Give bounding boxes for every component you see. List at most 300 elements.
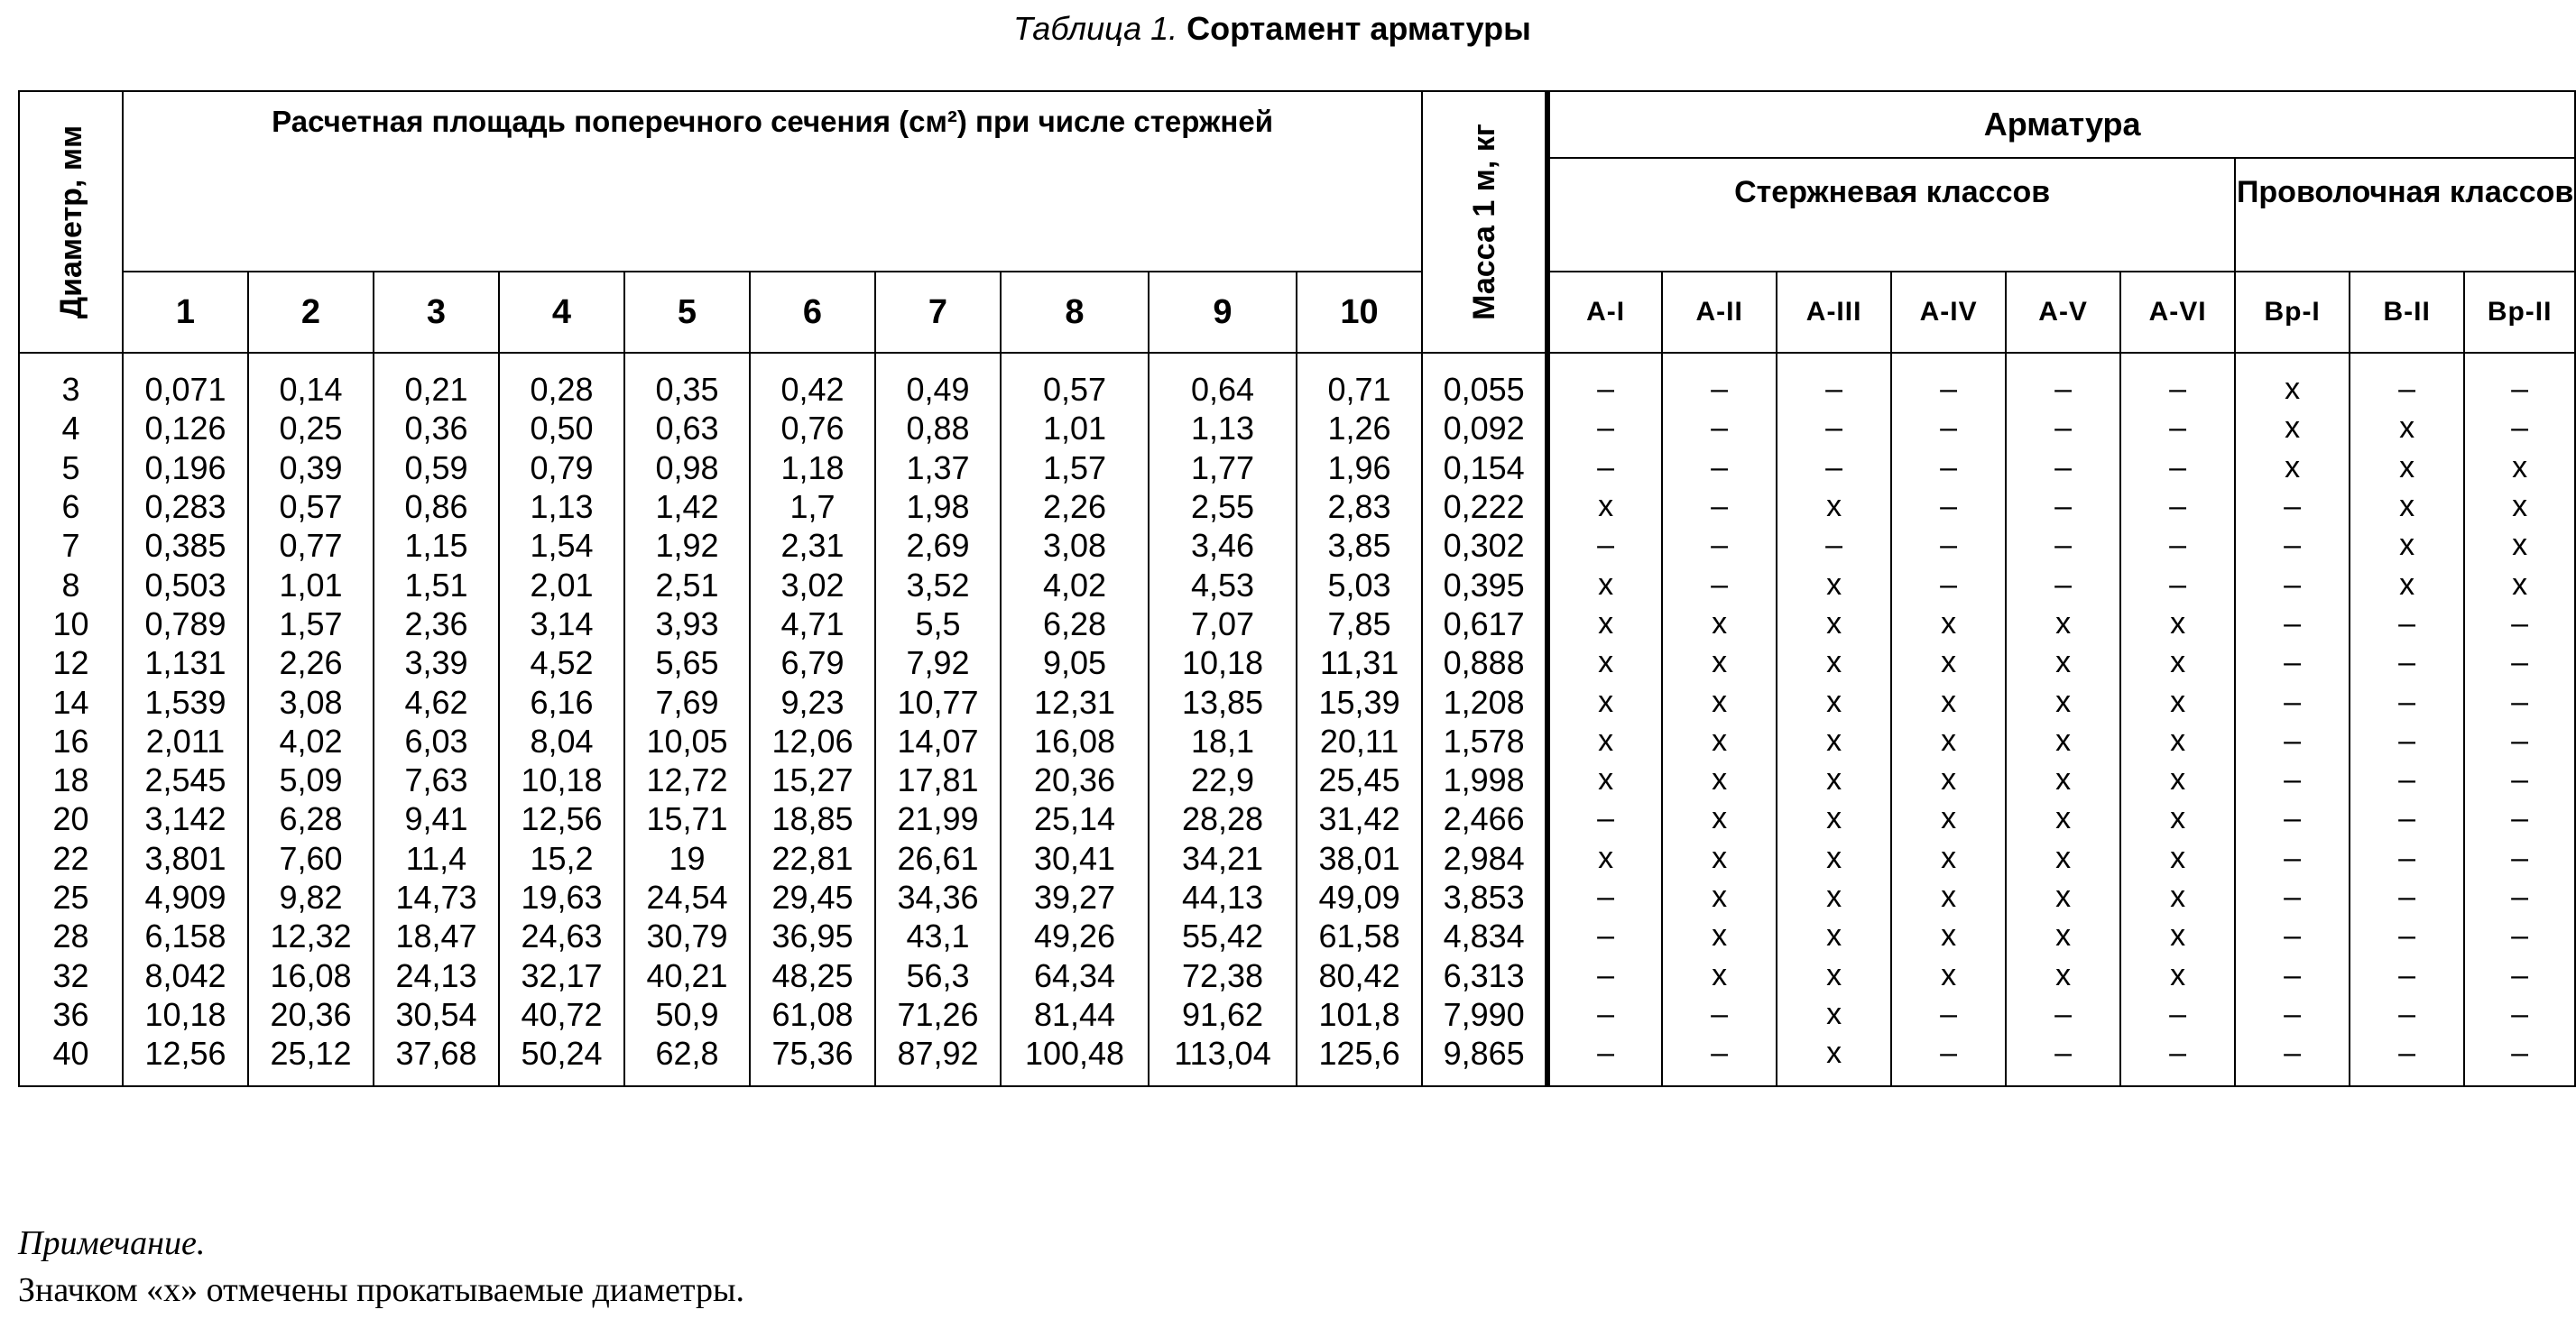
area-cell: 3,02	[750, 565, 875, 604]
mass-cell: 0,055	[1422, 353, 1547, 409]
armature-header: Арматура	[1547, 91, 2575, 158]
wire-class-mark: –	[2464, 878, 2575, 917]
rod-class-mark: x	[1777, 761, 1891, 799]
area-cell: 113,04	[1149, 1034, 1297, 1086]
diameter-cell: 32	[19, 955, 123, 994]
area-cell: 71,26	[875, 995, 1001, 1034]
rod-class-mark: x	[2120, 604, 2235, 643]
rod-class-mark: x	[2120, 839, 2235, 878]
wire-class-mark: –	[2235, 839, 2350, 878]
wire-class-mark: –	[2464, 799, 2575, 838]
rod-class-mark: x	[2006, 722, 2120, 761]
rod-class-mark: x	[1891, 643, 2006, 682]
diameter-cell: 7	[19, 526, 123, 565]
rod-class-mark: –	[1891, 409, 2006, 447]
diameter-cell: 36	[19, 995, 123, 1034]
rod-classes-header: Стержневая классов	[1547, 158, 2235, 272]
rod-class-mark: x	[2120, 643, 2235, 682]
area-cell: 1,37	[875, 448, 1001, 487]
rod-class-mark: x	[2006, 955, 2120, 994]
area-cell: 7,69	[624, 682, 750, 721]
rod-class-mark: x	[2006, 761, 2120, 799]
wire-class-mark: –	[2235, 565, 2350, 604]
rod-class-mark: x	[1891, 955, 2006, 994]
wire-class-mark: –	[2350, 722, 2464, 761]
rod-class-mark: –	[1662, 448, 1777, 487]
wire-class-mark: –	[2464, 604, 2575, 643]
wire-class-mark: –	[2350, 799, 2464, 838]
area-cell: 10,18	[123, 995, 248, 1034]
wire-class-mark: –	[2350, 761, 2464, 799]
table-body	[19, 353, 2575, 1086]
wire-class-mark: x	[2350, 409, 2464, 447]
rod-class-mark: x	[1891, 761, 2006, 799]
area-cell: 101,8	[1297, 995, 1422, 1034]
rod-class-mark: –	[1662, 995, 1777, 1034]
rod-class-header: A-III	[1777, 272, 1891, 353]
area-cell: 0,28	[499, 353, 624, 409]
bar-count-header: 5	[624, 272, 750, 353]
diameter-cell: 28	[19, 917, 123, 955]
rod-class-mark: x	[2120, 917, 2235, 955]
mass-cell: 2,984	[1422, 839, 1547, 878]
wire-class-mark: –	[2235, 526, 2350, 565]
mass-cell: 6,313	[1422, 955, 1547, 994]
area-cell: 38,01	[1297, 839, 1422, 878]
rod-class-mark: x	[2006, 682, 2120, 721]
area-cell: 13,85	[1149, 682, 1297, 721]
area-cell: 6,03	[374, 722, 499, 761]
area-cell: 43,1	[875, 917, 1001, 955]
wire-class-mark: –	[2235, 1034, 2350, 1086]
rod-class-mark: x	[2120, 799, 2235, 838]
area-cell: 1,7	[750, 487, 875, 526]
area-cell: 4,02	[1001, 565, 1149, 604]
mass-cell: 0,222	[1422, 487, 1547, 526]
wire-class-mark: –	[2235, 799, 2350, 838]
rod-class-mark: x	[1547, 761, 1662, 799]
area-cell: 9,41	[374, 799, 499, 838]
mass-cell: 0,302	[1422, 526, 1547, 565]
table-row	[19, 799, 2575, 838]
rod-class-header: A-V	[2006, 272, 2120, 353]
rod-class-mark: –	[1777, 526, 1891, 565]
wire-class-mark: –	[2464, 643, 2575, 682]
rod-class-mark: x	[1547, 565, 1662, 604]
rod-class-mark: x	[2006, 878, 2120, 917]
bar-count-header: 1	[123, 272, 248, 353]
rod-class-mark: x	[1777, 643, 1891, 682]
area-cell: 55,42	[1149, 917, 1297, 955]
rod-class-mark: –	[1891, 353, 2006, 409]
wire-class-mark: x	[2235, 448, 2350, 487]
rod-class-mark: –	[1662, 1034, 1777, 1086]
area-cell: 2,545	[123, 761, 248, 799]
rod-class-mark: x	[1547, 604, 1662, 643]
area-cell: 0,59	[374, 448, 499, 487]
area-cell: 40,21	[624, 955, 750, 994]
area-cell: 15,39	[1297, 682, 1422, 721]
area-cell: 4,71	[750, 604, 875, 643]
area-cell: 39,27	[1001, 878, 1149, 917]
table-row	[19, 682, 2575, 721]
wire-class-mark: –	[2464, 722, 2575, 761]
note-title: Примечание.	[18, 1224, 206, 1262]
rod-class-mark: –	[1777, 448, 1891, 487]
rod-class-mark: –	[2006, 448, 2120, 487]
diameter-cell: 6	[19, 487, 123, 526]
area-cell: 5,09	[248, 761, 374, 799]
area-cell: 25,14	[1001, 799, 1149, 838]
area-cell: 0,79	[499, 448, 624, 487]
rod-class-mark: x	[1662, 917, 1777, 955]
wire-class-mark: x	[2350, 487, 2464, 526]
area-cell: 49,26	[1001, 917, 1149, 955]
wire-class-header: Bp-I	[2235, 272, 2350, 353]
wire-class-mark: –	[2350, 604, 2464, 643]
mass-cell: 1,208	[1422, 682, 1547, 721]
area-cell: 3,08	[1001, 526, 1149, 565]
area-cell: 10,18	[499, 761, 624, 799]
area-cell: 1,13	[1149, 409, 1297, 447]
rod-class-mark: x	[2006, 643, 2120, 682]
rod-class-mark: –	[2006, 995, 2120, 1034]
area-cell: 6,28	[248, 799, 374, 838]
area-cell: 91,62	[1149, 995, 1297, 1034]
table-row	[19, 722, 2575, 761]
area-cell: 8,042	[123, 955, 248, 994]
rod-class-mark: x	[1891, 917, 2006, 955]
area-cell: 3,52	[875, 565, 1001, 604]
area-cell: 0,71	[1297, 353, 1422, 409]
area-cell: 3,39	[374, 643, 499, 682]
area-cell: 37,68	[374, 1034, 499, 1086]
rod-class-mark: –	[1547, 878, 1662, 917]
area-cell: 3,46	[1149, 526, 1297, 565]
table-header	[19, 91, 2575, 353]
area-cell: 50,24	[499, 1034, 624, 1086]
rod-class-mark: –	[1891, 1034, 2006, 1086]
area-cell: 1,54	[499, 526, 624, 565]
rod-class-mark: x	[1777, 1034, 1891, 1086]
rod-class-mark: x	[1662, 878, 1777, 917]
area-cell: 24,13	[374, 955, 499, 994]
mass-cell: 0,092	[1422, 409, 1547, 447]
mass-cell: 9,865	[1422, 1034, 1547, 1086]
mass-header	[1422, 91, 1547, 353]
area-cell: 3,08	[248, 682, 374, 721]
rod-class-mark: x	[2120, 682, 2235, 721]
area-cell: 15,2	[499, 839, 624, 878]
area-cell: 125,6	[1297, 1034, 1422, 1086]
area-cell: 8,04	[499, 722, 624, 761]
area-cell: 64,34	[1001, 955, 1149, 994]
area-cell: 80,42	[1297, 955, 1422, 994]
area-cell: 5,5	[875, 604, 1001, 643]
bar-count-header: 8	[1001, 272, 1149, 353]
diameter-cell: 40	[19, 1034, 123, 1086]
rod-class-mark: x	[1777, 565, 1891, 604]
diameter-cell: 10	[19, 604, 123, 643]
area-cell: 4,62	[374, 682, 499, 721]
rod-class-mark: x	[2120, 722, 2235, 761]
rod-class-mark: x	[1662, 799, 1777, 838]
rod-class-mark: x	[2120, 761, 2235, 799]
area-cell: 11,4	[374, 839, 499, 878]
area-cell: 7,63	[374, 761, 499, 799]
area-cell: 9,05	[1001, 643, 1149, 682]
wire-class-mark: –	[2464, 761, 2575, 799]
mass-header-label: Масса 1 м, кг	[1466, 124, 1501, 320]
area-cell: 16,08	[248, 955, 374, 994]
area-cell: 50,9	[624, 995, 750, 1034]
rod-class-mark: –	[1891, 526, 2006, 565]
rod-class-mark: –	[1891, 995, 2006, 1034]
mass-cell: 0,617	[1422, 604, 1547, 643]
table-row	[19, 761, 2575, 799]
rod-class-mark: x	[1891, 604, 2006, 643]
area-cell: 19,63	[499, 878, 624, 917]
rod-class-mark: x	[1662, 955, 1777, 994]
area-cell: 16,08	[1001, 722, 1149, 761]
area-cell: 4,909	[123, 878, 248, 917]
wire-class-mark: x	[2464, 487, 2575, 526]
area-cell: 9,82	[248, 878, 374, 917]
wire-class-mark: –	[2464, 917, 2575, 955]
area-cell: 0,14	[248, 353, 374, 409]
area-cell: 22,9	[1149, 761, 1297, 799]
mass-cell: 1,578	[1422, 722, 1547, 761]
area-cell: 1,42	[624, 487, 750, 526]
area-cell: 1,92	[624, 526, 750, 565]
mass-cell: 4,834	[1422, 917, 1547, 955]
area-cell: 0,98	[624, 448, 750, 487]
rod-class-mark: –	[2120, 448, 2235, 487]
rod-class-mark: x	[1891, 722, 2006, 761]
area-cell: 30,41	[1001, 839, 1149, 878]
diameter-cell: 20	[19, 799, 123, 838]
wire-class-mark: –	[2350, 353, 2464, 409]
area-cell: 61,08	[750, 995, 875, 1034]
mass-cell: 2,466	[1422, 799, 1547, 838]
rod-class-mark: x	[1777, 955, 1891, 994]
area-cell: 3,14	[499, 604, 624, 643]
area-cell: 0,789	[123, 604, 248, 643]
rod-class-mark: x	[2006, 604, 2120, 643]
note-text: Значком «х» отмечены прокатываемые диаметры.	[18, 1271, 745, 1309]
diameter-cell: 8	[19, 565, 123, 604]
diameter-header	[19, 91, 123, 353]
area-cell: 1,01	[1001, 409, 1149, 447]
area-cell: 20,11	[1297, 722, 1422, 761]
wire-class-mark: –	[2235, 604, 2350, 643]
rod-class-mark: x	[1777, 722, 1891, 761]
bar-count-header: 6	[750, 272, 875, 353]
table-row	[19, 565, 2575, 604]
area-cell: 81,44	[1001, 995, 1149, 1034]
area-cell: 24,54	[624, 878, 750, 917]
rod-class-mark: x	[1547, 487, 1662, 526]
wire-class-header: B-II	[2350, 272, 2464, 353]
mass-cell: 3,853	[1422, 878, 1547, 917]
area-cell: 2,31	[750, 526, 875, 565]
rod-class-mark: x	[1662, 682, 1777, 721]
area-cell: 4,02	[248, 722, 374, 761]
rod-class-mark: –	[2120, 487, 2235, 526]
wire-class-mark: –	[2464, 353, 2575, 409]
rod-class-mark: –	[1547, 448, 1662, 487]
table-row	[19, 448, 2575, 487]
area-cell: 0,35	[624, 353, 750, 409]
wire-class-mark: –	[2350, 1034, 2464, 1086]
rod-class-mark: x	[1662, 643, 1777, 682]
area-cell: 0,071	[123, 353, 248, 409]
wire-class-header: Bp-II	[2464, 272, 2575, 353]
rod-class-mark: –	[2006, 526, 2120, 565]
rod-class-mark: x	[1777, 995, 1891, 1034]
area-cell: 6,79	[750, 643, 875, 682]
area-cell: 6,158	[123, 917, 248, 955]
diameter-cell: 12	[19, 643, 123, 682]
area-cell: 0,196	[123, 448, 248, 487]
rod-class-mark: x	[1547, 722, 1662, 761]
area-cell: 20,36	[1001, 761, 1149, 799]
rod-class-mark: x	[2120, 955, 2235, 994]
area-cell: 1,98	[875, 487, 1001, 526]
area-cell: 61,58	[1297, 917, 1422, 955]
wire-class-mark: –	[2235, 995, 2350, 1034]
area-cell: 2,26	[248, 643, 374, 682]
area-cell: 0,42	[750, 353, 875, 409]
rod-class-mark: –	[1662, 487, 1777, 526]
rod-class-mark: –	[1547, 526, 1662, 565]
rod-class-mark: –	[1777, 353, 1891, 409]
table-row	[19, 878, 2575, 917]
table-caption	[0, 5, 2544, 52]
area-cell: 0,63	[624, 409, 750, 447]
diameter-cell: 22	[19, 839, 123, 878]
area-cell: 0,57	[1001, 353, 1149, 409]
area-cell: 34,36	[875, 878, 1001, 917]
diameter-cell: 5	[19, 448, 123, 487]
area-cell: 0,503	[123, 565, 248, 604]
table-note	[18, 1220, 744, 1314]
area-cell: 12,56	[499, 799, 624, 838]
area-cell: 0,21	[374, 353, 499, 409]
rod-class-mark: x	[1777, 604, 1891, 643]
rod-class-mark: x	[1777, 682, 1891, 721]
rod-class-header: A-IV	[1891, 272, 2006, 353]
area-cell: 2,011	[123, 722, 248, 761]
area-cell: 0,49	[875, 353, 1001, 409]
rod-class-mark: –	[1547, 353, 1662, 409]
mass-cell: 0,154	[1422, 448, 1547, 487]
area-cell: 18,47	[374, 917, 499, 955]
rod-class-mark: –	[1662, 409, 1777, 447]
area-cell: 1,26	[1297, 409, 1422, 447]
rod-class-mark: –	[2120, 409, 2235, 447]
area-cell: 5,65	[624, 643, 750, 682]
rod-class-mark: –	[2006, 487, 2120, 526]
area-cell: 3,142	[123, 799, 248, 838]
area-cell: 0,283	[123, 487, 248, 526]
wire-class-mark: –	[2235, 643, 2350, 682]
rod-class-mark: –	[1891, 565, 2006, 604]
area-cell: 22,81	[750, 839, 875, 878]
area-cell: 6,16	[499, 682, 624, 721]
table-row	[19, 839, 2575, 878]
area-cell: 14,73	[374, 878, 499, 917]
wire-class-mark: –	[2350, 643, 2464, 682]
area-cell: 1,15	[374, 526, 499, 565]
area-header: Расчетная площадь поперечного сечения (см²) при числе стержней	[123, 91, 1422, 272]
table-row	[19, 353, 2575, 409]
area-cell: 2,51	[624, 565, 750, 604]
area-cell: 1,57	[248, 604, 374, 643]
wire-class-mark: x	[2464, 526, 2575, 565]
area-cell: 1,01	[248, 565, 374, 604]
rod-class-mark: –	[2120, 565, 2235, 604]
area-cell: 1,77	[1149, 448, 1297, 487]
mass-cell: 1,998	[1422, 761, 1547, 799]
area-cell: 2,55	[1149, 487, 1297, 526]
rod-class-mark: x	[1891, 839, 2006, 878]
area-cell: 0,50	[499, 409, 624, 447]
rod-class-mark: x	[1547, 839, 1662, 878]
area-cell: 19	[624, 839, 750, 878]
rod-class-mark: –	[2120, 353, 2235, 409]
area-cell: 12,56	[123, 1034, 248, 1086]
rod-class-mark: x	[2120, 878, 2235, 917]
area-cell: 7,07	[1149, 604, 1297, 643]
wire-class-mark: –	[2464, 955, 2575, 994]
area-cell: 24,63	[499, 917, 624, 955]
area-cell: 17,81	[875, 761, 1001, 799]
area-cell: 29,45	[750, 878, 875, 917]
wire-class-mark: –	[2464, 839, 2575, 878]
area-cell: 12,06	[750, 722, 875, 761]
wire-class-mark: x	[2235, 353, 2350, 409]
area-cell: 2,69	[875, 526, 1001, 565]
area-cell: 1,13	[499, 487, 624, 526]
rod-class-mark: x	[1777, 917, 1891, 955]
rebar-assortment-table	[18, 90, 2576, 1087]
area-cell: 30,79	[624, 917, 750, 955]
rod-class-mark: –	[1547, 799, 1662, 838]
area-cell: 87,92	[875, 1034, 1001, 1086]
area-cell: 2,83	[1297, 487, 1422, 526]
wire-class-mark: –	[2350, 682, 2464, 721]
wire-class-mark: –	[2235, 487, 2350, 526]
rod-class-mark: –	[1891, 448, 2006, 487]
area-cell: 2,26	[1001, 487, 1149, 526]
area-cell: 0,126	[123, 409, 248, 447]
area-cell: 1,18	[750, 448, 875, 487]
mass-cell: 0,395	[1422, 565, 1547, 604]
rod-class-mark: –	[1547, 409, 1662, 447]
rod-class-mark: –	[1662, 565, 1777, 604]
rod-class-mark: x	[1662, 604, 1777, 643]
table-row	[19, 409, 2575, 447]
area-cell: 0,88	[875, 409, 1001, 447]
bar-count-header: 10	[1297, 272, 1422, 353]
area-cell: 26,61	[875, 839, 1001, 878]
wire-class-mark: –	[2464, 995, 2575, 1034]
area-cell: 48,25	[750, 955, 875, 994]
wire-class-mark: –	[2350, 995, 2464, 1034]
area-cell: 1,131	[123, 643, 248, 682]
rod-class-mark: x	[1547, 682, 1662, 721]
